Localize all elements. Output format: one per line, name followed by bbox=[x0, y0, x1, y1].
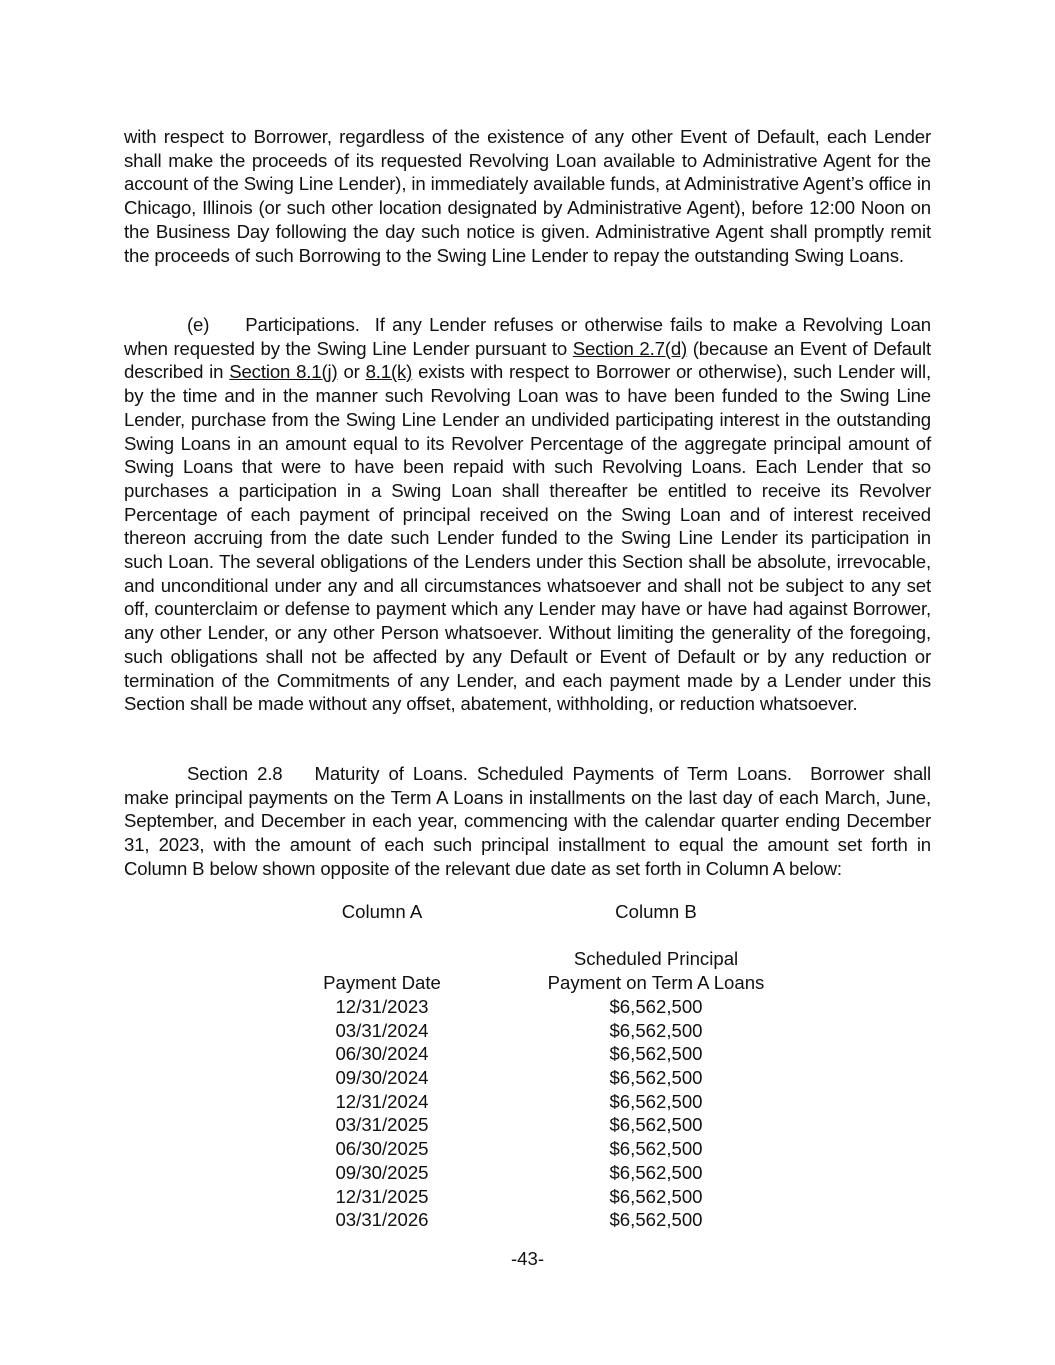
payment-date: 03/31/2025 bbox=[335, 1114, 429, 1136]
payment-amount: $6,562,500 bbox=[609, 1185, 703, 1207]
payment-date: 12/31/2025 bbox=[335, 1185, 429, 1207]
section-label: Section 2.8 bbox=[187, 763, 283, 784]
table-row bbox=[0, 1042, 1055, 1066]
payment-date: 09/30/2024 bbox=[335, 1067, 429, 1089]
section-heading: Maturity of Loans. Scheduled Payments of Term Loans. bbox=[314, 763, 792, 784]
payment-amount: $6,562,500 bbox=[609, 1043, 703, 1065]
section-text: Borrower shall make principal payments on the Term A Loans in installments on the last day of each March, June, September, and December in each year, commencing with the calendar quarter ending December 31, 2023, with the amount of each such principal installment to equal the amount set forth in Column B below shown opposite of the relevant due date as set forth in Column A below: bbox=[124, 763, 931, 879]
schedule-rows bbox=[0, 995, 1055, 1232]
payment-date: 09/30/2025 bbox=[335, 1161, 429, 1183]
paragraph-participations bbox=[124, 313, 931, 716]
table-row bbox=[0, 1137, 1055, 1161]
payment-amount: $6,562,500 bbox=[609, 1161, 703, 1183]
payment-amount: $6,562,500 bbox=[609, 1114, 703, 1136]
paragraph-continuation bbox=[124, 125, 931, 267]
table-row bbox=[0, 1113, 1055, 1137]
payment-date: 03/31/2026 bbox=[335, 1209, 429, 1231]
column-b-subtitle-1: Scheduled Principal bbox=[573, 948, 739, 969]
payment-date: 06/30/2025 bbox=[335, 1138, 429, 1160]
table-row bbox=[0, 995, 1055, 1019]
schedule-subtitle-row-1 bbox=[0, 947, 1055, 971]
schedule-column-titles bbox=[0, 900, 1055, 924]
payment-date: 12/31/2023 bbox=[335, 996, 429, 1017]
paragraph-1-text: with respect to Borrower, regardless of the existence of any other Event of Default, each Lender shall make the proceeds of its requested Revolving Loan available to Administrative Agent for the account of the Swing Line Lender), in immediately available funds, at Administrative Agent’s office in Chicago, Illinois (or such other location designated by Administrative Agent), before 12:00 Noon on the Business Day following the day such notice is given. Administrative Agent shall promptly remit the proceeds of such Borrowing to the Swing Line Lender to repay the outstanding Swing Loans. bbox=[124, 126, 931, 266]
payment-date: 06/30/2024 bbox=[335, 1043, 429, 1065]
paragraph-text-b: (because an Event of Default described in bbox=[124, 337, 931, 383]
section-reference-8-1-k: 8.1(k) bbox=[365, 361, 413, 383]
section-reference-2-7-d: Section 2.7(d) bbox=[572, 337, 688, 359]
payment-date: 03/31/2024 bbox=[335, 1019, 429, 1041]
column-b-subtitle-2: Payment on Term A Loans bbox=[547, 972, 765, 993]
table-row bbox=[0, 1090, 1055, 1114]
payment-amount: $6,562,500 bbox=[609, 1209, 703, 1231]
table-row bbox=[0, 1208, 1055, 1232]
paragraph-label: (e) bbox=[187, 314, 210, 335]
payment-amount: $6,562,500 bbox=[609, 1090, 703, 1112]
paragraph-text-c: or bbox=[343, 361, 360, 383]
table-row bbox=[0, 1161, 1055, 1185]
column-b-title: Column B bbox=[615, 901, 697, 922]
payment-amount: $6,562,500 bbox=[609, 1067, 703, 1089]
payment-amount: $6,562,500 bbox=[609, 1019, 703, 1041]
table-row bbox=[0, 1019, 1055, 1043]
page-number: -43- bbox=[510, 1248, 545, 1269]
payment-date: 12/31/2024 bbox=[335, 1090, 429, 1112]
table-row bbox=[0, 1185, 1055, 1209]
paragraph-text-d: exists with respect to Borrower or otherwise), such Lender will, by the time and in the manner such Revolving Loan was to have been funded to the Swing Line Lender, purchase from the Swing Line Lender an undivided participating interest in the outstanding Swing Loans in an amount equal to its Revolver Percentage of the aggregate principal amount of Swing Loans that were to have been repaid with such Revolving Loans. Each Lender that so purchases a participation in a Swing Loan shall thereafter be entitled to receive its Revolver Percentage of each payment of principal received on the Swing Loan and of interest received thereon accruing from the date such Lender funded to the Swing Line Lender its participation in such Loan. The several obligations of the Lenders under this Section shall be absolute, irrevocable, and unconditional under any and all circumstances whatsoever and shall not be subject to any set off, counterclaim or defense to payment which any Lender may have or have had against Borrower, any other Lender, or any other Person whatsoever. Without limiting the generality of the foregoing, such obligations shall not be affected by any Default or Event of Default or by any reduction or termination of the Commitments of any Lender, and each payment made by a Lender under this Section shall be made without any offset, abatement, withholding, or reduction whatsoever. bbox=[124, 361, 931, 715]
payment-amount: $6,562,500 bbox=[609, 996, 703, 1017]
section-reference-8-1-j: Section 8.1(j) bbox=[229, 361, 338, 383]
payment-amount: $6,562,500 bbox=[609, 1138, 703, 1160]
table-row bbox=[0, 1066, 1055, 1090]
column-a-subtitle: Payment Date bbox=[323, 972, 441, 993]
section-2-8 bbox=[124, 762, 931, 881]
paragraph-heading: Participations. bbox=[245, 314, 360, 335]
paragraph-text-a: If any Lender refuses or otherwise fails to make a Revolving Loan when requested by the Swing Line Lender pursuant to bbox=[124, 314, 931, 359]
schedule-subtitle-row-2 bbox=[0, 971, 1055, 995]
column-a-title: Column A bbox=[341, 901, 423, 922]
